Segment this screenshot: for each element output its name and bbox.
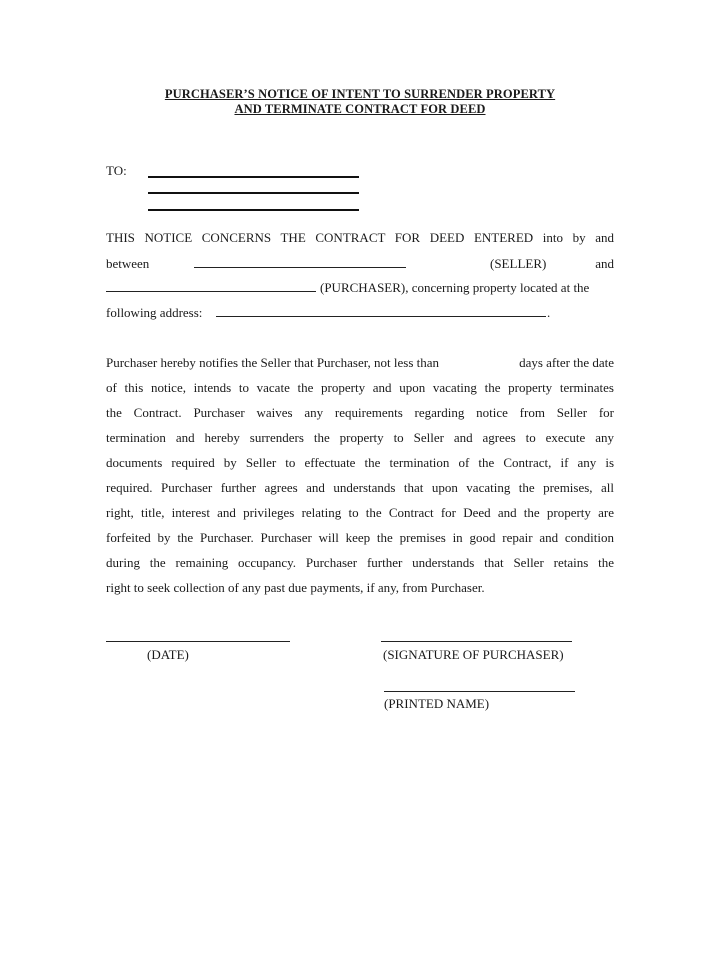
para2-line-10: right to seek collection of any past due payments, if any, from Purchaser.: [106, 580, 485, 595]
para2-line-3: the Contract. Purchaser waives any requirements regarding notice from Seller for: [106, 405, 614, 420]
purchaser-clause: (PURCHASER), concerning property located at the: [320, 280, 590, 295]
document-title-line-2: AND TERMINATE CONTRACT FOR DEED: [234, 102, 486, 116]
recipient-line-3[interactable]: [148, 209, 359, 211]
days-count-field[interactable]: [472, 355, 508, 368]
to-label: TO:: [106, 163, 127, 178]
date-line[interactable]: [106, 641, 290, 642]
date-label: (DATE): [147, 647, 189, 662]
document-title-line-1: PURCHASER’S NOTICE OF INTENT TO SURRENDER PROPERTY: [164, 87, 556, 101]
and-text: and: [595, 256, 614, 271]
para2-line-7: right, title, interest and privileges relating to the Contract for Deed and the property are: [106, 505, 614, 520]
printed-name-label: (PRINTED NAME): [384, 696, 490, 711]
seller-name-field[interactable]: [194, 256, 406, 268]
notice-days-text-a: Purchaser hereby notifies the Seller that Purchaser, not less than: [106, 355, 440, 370]
para2-line-9: during the remaining occupancy. Purchaser further understands that Seller retains the: [106, 555, 614, 570]
purchaser-name-field[interactable]: [106, 280, 316, 292]
para2-line-6: required. Purchaser further agrees and understands that upon vacating the premises, all: [106, 480, 614, 495]
notice-days-text-b: days after the date: [519, 355, 614, 370]
para2-line-4: termination and hereby surrenders the property to Seller and agrees to execute any: [106, 430, 614, 445]
property-address-field[interactable]: [216, 305, 546, 317]
between-text: between: [106, 256, 150, 271]
signature-line[interactable]: [381, 641, 572, 642]
printed-name-line[interactable]: [384, 691, 575, 692]
signature-label: (SIGNATURE OF PURCHASER): [383, 647, 564, 662]
address-period: .: [547, 305, 551, 320]
address-label: following address:: [106, 305, 203, 320]
para2-line-8: forfeited by the Purchaser. Purchaser will keep the premises in good repair and condition: [106, 530, 614, 545]
para1-line-1: THIS NOTICE CONCERNS THE CONTRACT FOR DEED ENTERED into by and: [106, 230, 614, 245]
recipient-line-2[interactable]: [148, 192, 359, 194]
seller-label: (SELLER): [490, 256, 547, 271]
para2-line-2: of this notice, intends to vacate the property and upon vacating the property terminates: [106, 380, 614, 395]
recipient-line-1[interactable]: [148, 176, 359, 178]
para2-line-5: documents required by Seller to effectuate the termination of the Contract, if any is: [106, 455, 614, 470]
